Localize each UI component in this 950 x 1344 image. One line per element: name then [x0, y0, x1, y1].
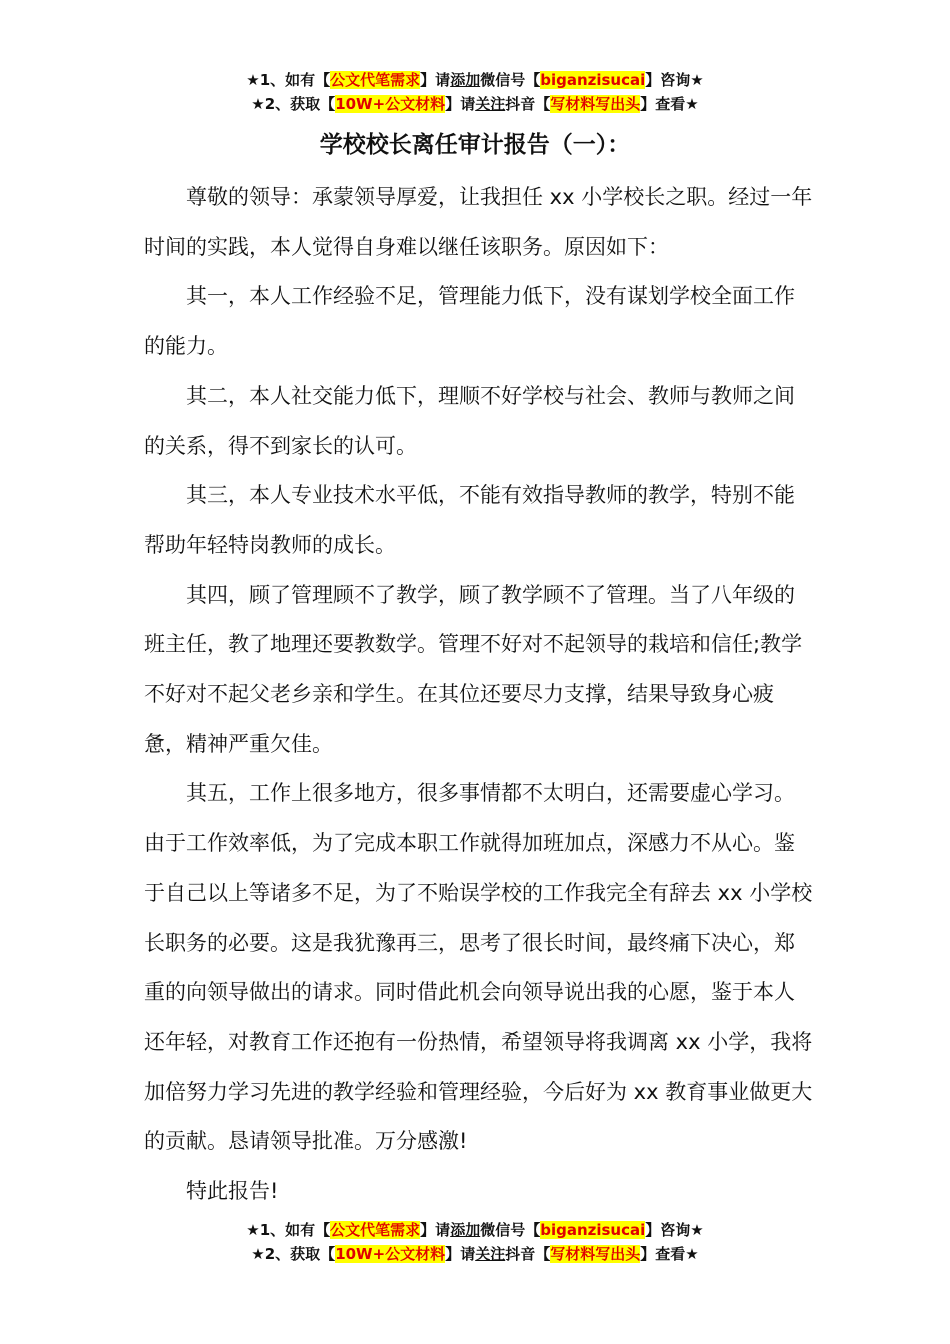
document-title: 学校校长离任审计报告（一）： [319, 132, 631, 158]
banner-text: 】咨询★ [645, 71, 704, 89]
banner-underlined: 添加 [450, 1221, 481, 1239]
banner-text: 】查看★ [640, 1245, 699, 1263]
banner-text: 微信号【 [480, 1221, 541, 1239]
banner-line-2 [0, 1242, 950, 1266]
banner-highlight: 写材料写出头 [550, 95, 641, 113]
document-body [144, 173, 814, 1217]
banner-text: 】咨询★ [645, 1221, 704, 1239]
banner-highlight: 公文代笔需求 [330, 71, 421, 89]
paragraph-closing: 特此报告! [186, 1179, 279, 1204]
banner-line-1 [0, 68, 950, 92]
paragraph-reason-4: 其四，顾了管理顾不了教学，顾了教学顾不了管理。当了八年级的班主任，教了地理还要教数学。管理不好对不起领导的栽培和信任;教学不好对不起父老乡亲和学生。在其位还要尽力支撑，结果导致身心疲惫，精神严重欠佳。 [144, 582, 803, 756]
banner-highlight: biganzisucai [540, 1221, 646, 1239]
banner-highlight: 10W+公文材料 [335, 1245, 446, 1263]
banner-highlight: 10W+公文材料 [335, 95, 446, 113]
banner-highlight: biganzisucai [540, 71, 646, 89]
paragraph-reason-1: 其一，本人工作经验不足，管理能力低下，没有谋划学校全面工作的能力。 [144, 284, 795, 359]
banner-text: 抖音【 [505, 1245, 551, 1263]
banner-line-2 [0, 92, 950, 116]
banner-text: 抖音【 [505, 95, 551, 113]
banner-text: 】请 [420, 1221, 451, 1239]
header-banner [0, 68, 950, 116]
banner-underlined: 关注 [475, 95, 506, 113]
banner-text: ★1、如有【 [246, 1221, 331, 1239]
paragraph-reason-3: 其三，本人专业技术水平低，不能有效指导教师的教学，特别不能帮助年轻特岗教师的成长。 [144, 483, 795, 557]
banner-text: 】查看★ [640, 95, 699, 113]
banner-text: ★2、获取【 [251, 1245, 336, 1263]
banner-text: ★2、获取【 [251, 95, 336, 113]
paragraph-reason-2: 其二，本人社交能力低下，理顺不好学校与社会、教师与教师之间的关系，得不到家长的认可。 [144, 383, 795, 458]
paragraph-reason-5: 其五，工作上很多地方，很多事情都不太明白，还需要虚心学习。由于工作效率低，为了完成本职工作就得加班加点，深感力不从心。鉴于自己以上等诸多不足，为了不贻误学校的工作我完全有辞去 xx 小学校长职务的必要。这是我犹豫再三，思考了很长时间，最终痛下决心，郑重的向领导做出的请求。同时借此机会向领导说出我的心愿，鉴于本人还年轻，对教育工作还抱有一份热情，希望领导将我调离 xx 小学，我将加倍努力学习先进的教学经验和管理经验，今后好为 xx 教育事业做更大的贡献。恳请领导批准。万分感激! [144, 781, 813, 1154]
banner-text: 】请 [420, 71, 451, 89]
banner-text: 】请 [445, 95, 476, 113]
banner-underlined: 关注 [475, 1245, 506, 1263]
footer-banner [0, 1218, 950, 1266]
banner-line-1 [0, 1218, 950, 1242]
banner-highlight: 公文代笔需求 [330, 1221, 421, 1239]
banner-text: 微信号【 [480, 71, 541, 89]
banner-highlight: 写材料写出头 [550, 1245, 641, 1263]
banner-text: 】请 [445, 1245, 476, 1263]
banner-text: ★1、如有【 [246, 71, 331, 89]
paragraph-greeting: 尊敬的领导：承蒙领导厚爱，让我担任 xx 小学校长之职。经过一年时间的实践，本人觉得自身难以继任该职务。原因如下： [144, 185, 813, 259]
banner-underlined: 添加 [450, 71, 481, 89]
